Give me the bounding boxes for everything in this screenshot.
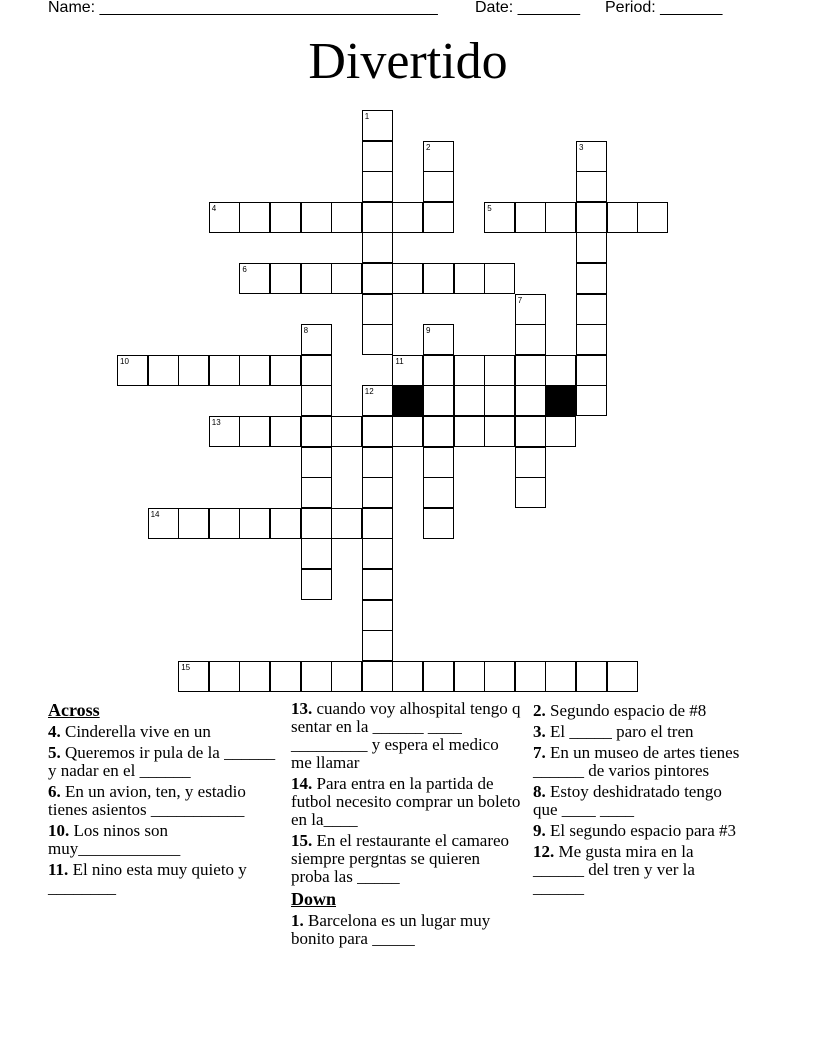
- down-clue: [533, 702, 743, 720]
- crossword-cell[interactable]: [607, 661, 638, 692]
- crossword-cell[interactable]: [270, 355, 301, 386]
- name-field: Name: ______________________________________: [48, 0, 438, 16]
- crossword-cell[interactable]: [301, 416, 332, 447]
- clue-label: 2.: [533, 701, 550, 720]
- crossword-cell[interactable]: [423, 171, 454, 202]
- clue-number: 11: [395, 356, 404, 366]
- crossword-cell[interactable]: [576, 263, 607, 294]
- crossword-cell[interactable]: [362, 385, 393, 416]
- clue-text: El _____ paro el tren: [550, 722, 694, 741]
- crossword-cell[interactable]: [515, 416, 546, 447]
- across-column-continued: [291, 700, 521, 951]
- black-square: [545, 385, 576, 416]
- crossword-cell[interactable]: [239, 661, 270, 692]
- crossword-cell[interactable]: [239, 508, 270, 539]
- clue-number: 9: [426, 326, 431, 336]
- crossword-cell[interactable]: [576, 171, 607, 202]
- crossword-cell[interactable]: [209, 508, 240, 539]
- crossword-cell[interactable]: [392, 355, 423, 386]
- crossword-cell[interactable]: [117, 355, 148, 386]
- clue-label: 6.: [48, 782, 65, 801]
- down-heading: Down: [291, 889, 337, 909]
- crossword-cell[interactable]: [301, 661, 332, 692]
- across-clue: [291, 775, 521, 829]
- clue-text: Estoy deshidratado tengo que ____ ____: [533, 782, 722, 819]
- crossword-cell[interactable]: [423, 385, 454, 416]
- crossword-cell[interactable]: [209, 355, 240, 386]
- across-column: [48, 700, 284, 900]
- crossword-cell[interactable]: [239, 416, 270, 447]
- clue-number: 1: [364, 112, 370, 121]
- crossword-cell[interactable]: [331, 661, 362, 692]
- clue-text: Cinderella vive en un: [65, 722, 211, 741]
- crossword-cell[interactable]: [515, 355, 546, 386]
- crossword-cell[interactable]: [331, 508, 362, 539]
- crossword-cell[interactable]: [515, 477, 546, 508]
- crossword-cell[interactable]: [362, 447, 393, 478]
- crossword-cell[interactable]: [331, 416, 362, 447]
- crossword-cell[interactable]: [545, 202, 576, 233]
- crossword-cell[interactable]: [454, 263, 485, 294]
- clue-number: 2: [426, 142, 431, 152]
- crossword-cell[interactable]: [209, 661, 240, 692]
- crossword-cell[interactable]: [362, 294, 393, 325]
- crossword-cell[interactable]: [331, 263, 362, 294]
- crossword-cell[interactable]: [362, 630, 393, 661]
- crossword-cell[interactable]: [239, 202, 270, 233]
- crossword-cell[interactable]: [362, 600, 393, 631]
- down-clue: [533, 744, 743, 780]
- crossword-cell[interactable]: [331, 202, 362, 233]
- clue-number: 13: [211, 418, 221, 427]
- crossword-cell[interactable]: [239, 355, 270, 386]
- crossword-cell[interactable]: [545, 661, 576, 692]
- crossword-cell[interactable]: [484, 202, 515, 233]
- clue-number: 12: [364, 387, 374, 397]
- clue-label: 4.: [48, 722, 65, 741]
- clue-text: Me gusta mira en la ______ del tren y ver la ______: [533, 842, 695, 897]
- crossword-cell[interactable]: [515, 202, 546, 233]
- clue-text: Para entra en la partida de futbol necesito comprar un boleto en la____: [291, 774, 521, 829]
- clue-label: 9.: [533, 821, 550, 840]
- crossword-cell[interactable]: [178, 508, 209, 539]
- crossword-cell[interactable]: [301, 355, 332, 386]
- crossword-cell[interactable]: [301, 385, 332, 416]
- clue-text: Queremos ir pula de la ______ y nadar en el ______: [48, 743, 276, 780]
- crossword-cell[interactable]: [270, 416, 301, 447]
- clue-text: En el restaurante el camareo siempre pergntas se quieren proba las _____: [291, 831, 510, 886]
- crossword-cell[interactable]: [423, 447, 454, 478]
- across-clue: [48, 822, 284, 858]
- clue-text: cuando voy alhospital tengo q sentar en la ______ ____ _________ y espera el medico me llamar: [291, 699, 521, 772]
- crossword-cell[interactable]: [209, 202, 240, 233]
- crossword-cell[interactable]: [362, 324, 393, 355]
- clue-label: 7.: [533, 743, 550, 762]
- crossword-cell[interactable]: [576, 324, 607, 355]
- crossword-cell[interactable]: [484, 661, 515, 692]
- clue-label: 8.: [533, 782, 550, 801]
- crossword-cell[interactable]: [178, 661, 209, 692]
- crossword-cell[interactable]: [484, 416, 515, 447]
- clue-number: 10: [120, 356, 129, 366]
- crossword-cell[interactable]: [423, 202, 454, 233]
- crossword-cell[interactable]: [301, 202, 332, 233]
- clue-text: Barcelona es un lugar muy bonito para _____: [291, 911, 491, 948]
- crossword-cell[interactable]: [270, 508, 301, 539]
- across-clue: [48, 783, 284, 819]
- crossword-cell[interactable]: [576, 232, 607, 263]
- crossword-cell[interactable]: [362, 110, 393, 141]
- clue-label: 10.: [48, 821, 74, 840]
- crossword-cell[interactable]: [607, 202, 638, 233]
- crossword-cell[interactable]: [423, 324, 454, 355]
- page-title: Divertido: [308, 33, 508, 90]
- crossword-cell[interactable]: [576, 294, 607, 325]
- across-clue: [291, 832, 521, 886]
- crossword-cell[interactable]: [301, 324, 332, 355]
- crossword-cell[interactable]: [362, 538, 393, 569]
- crossword-cell[interactable]: [576, 141, 607, 172]
- crossword-cell[interactable]: [301, 263, 332, 294]
- clue-label: 1.: [291, 911, 308, 930]
- crossword-cell[interactable]: [301, 569, 332, 600]
- crossword-cell[interactable]: [239, 263, 270, 294]
- down-clue: [533, 843, 743, 897]
- clue-number: 7: [517, 295, 523, 305]
- clue-text: El nino esta muy quieto y ________: [48, 860, 247, 897]
- crossword-cell[interactable]: [301, 447, 332, 478]
- crossword-cell[interactable]: [515, 385, 546, 416]
- clue-number: 3: [579, 142, 584, 152]
- down-clue: [533, 723, 743, 741]
- crossword-cell[interactable]: [576, 385, 607, 416]
- clue-number: 5: [487, 203, 492, 213]
- crossword-cell[interactable]: [301, 538, 332, 569]
- crossword-cell[interactable]: [301, 477, 332, 508]
- crossword-cell[interactable]: [545, 355, 576, 386]
- down-column: [533, 702, 743, 900]
- crossword-cell[interactable]: [362, 171, 393, 202]
- clue-label: 11.: [48, 860, 73, 879]
- crossword-cell[interactable]: [545, 416, 576, 447]
- crossword-cell[interactable]: [362, 141, 393, 172]
- crossword-cell[interactable]: [423, 477, 454, 508]
- across-clue: [48, 723, 284, 741]
- crossword-cell[interactable]: [362, 263, 393, 294]
- crossword-cell[interactable]: [301, 508, 332, 539]
- crossword-cell[interactable]: [362, 508, 393, 539]
- crossword-cell[interactable]: [392, 263, 423, 294]
- clue-number: 14: [150, 509, 160, 519]
- clue-label: 5.: [48, 743, 65, 762]
- clue-label: 14.: [291, 774, 317, 793]
- crossword-cell[interactable]: [515, 661, 546, 692]
- crossword-cell[interactable]: [392, 416, 423, 447]
- period-field: Period: _______: [605, 0, 723, 16]
- clue-text: En un museo de artes tienes ______ de varios pintores: [533, 743, 740, 780]
- crossword-cell[interactable]: [362, 416, 393, 447]
- crossword-cell[interactable]: [423, 263, 454, 294]
- crossword-cell[interactable]: [392, 661, 423, 692]
- clue-number: 15: [181, 662, 191, 672]
- crossword-cell[interactable]: [576, 355, 607, 386]
- across-clue: [48, 744, 284, 780]
- crossword-cell[interactable]: [362, 477, 393, 508]
- crossword-cell[interactable]: [515, 324, 546, 355]
- clue-text: Los ninos son muy____________: [48, 821, 181, 858]
- crossword-cell[interactable]: [270, 661, 301, 692]
- date-field: Date: _______: [475, 0, 580, 16]
- crossword-cell[interactable]: [576, 661, 607, 692]
- across-clue: [291, 700, 521, 772]
- crossword-cell[interactable]: [454, 355, 485, 386]
- crossword-cell[interactable]: [576, 202, 607, 233]
- crossword-cell[interactable]: [270, 202, 301, 233]
- clue-label: 15.: [291, 831, 317, 850]
- clue-number: 6: [242, 265, 247, 274]
- crossword-cell[interactable]: [362, 661, 393, 692]
- clue-label: 3.: [533, 722, 550, 741]
- crossword-cell[interactable]: [454, 661, 485, 692]
- clue-text: En un avion, ten, y estadio tienes asientos ___________: [48, 782, 246, 819]
- crossword-cell[interactable]: [423, 508, 454, 539]
- black-square: [392, 385, 423, 416]
- clue-label: 13.: [291, 699, 317, 718]
- crossword-cell[interactable]: [423, 661, 454, 692]
- crossword-cell[interactable]: [515, 294, 546, 325]
- crossword-cell[interactable]: [454, 416, 485, 447]
- clue-text: Segundo espacio de #8: [550, 701, 707, 720]
- crossword-cell[interactable]: [423, 355, 454, 386]
- crossword-cell[interactable]: [454, 385, 485, 416]
- down-clue: [533, 783, 743, 819]
- crossword-cell[interactable]: [637, 202, 668, 233]
- crossword-cell[interactable]: [423, 416, 454, 447]
- crossword-cell[interactable]: [362, 569, 393, 600]
- clue-text: El segundo espacio para #3: [550, 821, 736, 840]
- crossword-cell[interactable]: [484, 263, 515, 294]
- clue-number: 4: [211, 203, 217, 213]
- clue-label: 12.: [533, 842, 559, 861]
- crossword-cell[interactable]: [362, 232, 393, 263]
- crossword-cell[interactable]: [423, 141, 454, 172]
- across-clue: [48, 861, 284, 897]
- crossword-cell[interactable]: [484, 385, 515, 416]
- crossword-cell[interactable]: [209, 416, 240, 447]
- clue-number: 8: [303, 326, 309, 336]
- crossword-cell[interactable]: [362, 202, 393, 233]
- down-clue: [533, 822, 743, 840]
- crossword-cell[interactable]: [392, 202, 423, 233]
- crossword-cell[interactable]: [270, 263, 301, 294]
- crossword-cell[interactable]: [515, 447, 546, 478]
- crossword-cell[interactable]: [178, 355, 209, 386]
- crossword-cell[interactable]: [148, 508, 179, 539]
- crossword-cell[interactable]: [148, 355, 179, 386]
- across-heading: Across: [48, 700, 100, 720]
- down-clue: [291, 912, 521, 948]
- crossword-cell[interactable]: [484, 355, 515, 386]
